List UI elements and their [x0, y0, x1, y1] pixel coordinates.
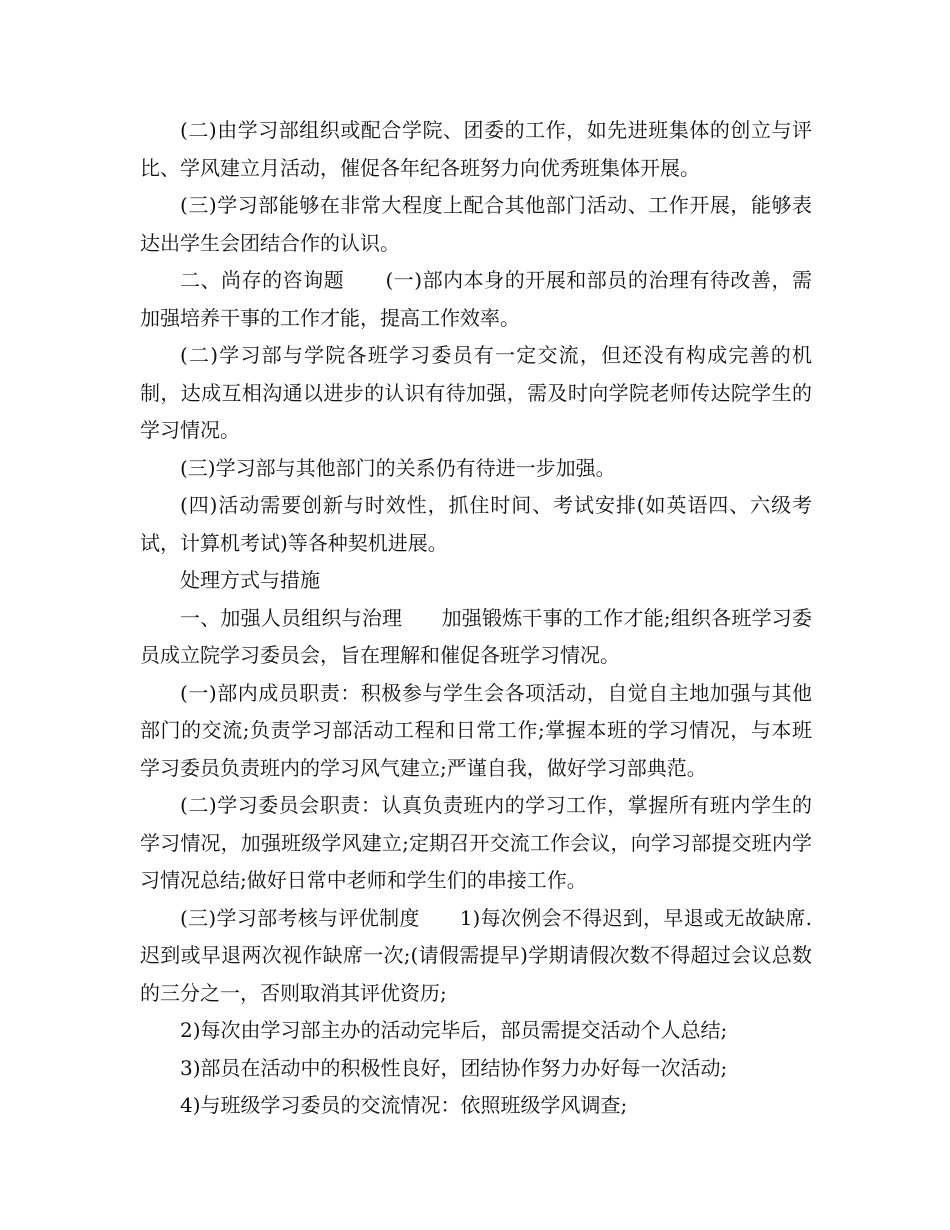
paragraph: 一、加强人员组织与治理 加强锻炼干事的工作才能;组织各班学习委员成立院学习委员会，旨在理解和催促各班学习情况。	[140, 605, 812, 667]
paragraph: (三)学习部考核与评优制度 1)每次例会不得迟到，早退或无故缺席.迟到或早退两次视作缺席一次;(请假需提早)学期请假次数不得超过会议总数的三分之一，否则取消其评优资历;	[140, 905, 812, 1005]
paragraph: (二)学习部与学院各班学习委员有一定交流，但还没有构成完善的机制，达成互相沟通以进步的认识有待加强，需及时向学院老师传达院学生的学习情况。	[140, 343, 812, 442]
paragraph: (二)学习委员会职责：认真负责班内的学习工作，掌握所有班内学生的学习情况，加强班级学风建立;定期召开交流工作会议，向学习部提交班内学习情况总结;做好日常中老师和学生们的串接工作。	[140, 793, 812, 892]
paragraph: 2)每次由学习部主办的活动完毕后，部员需提交活动个人总结;	[180, 1018, 728, 1042]
paragraph: (一)部内成员职责：积极参与学生会各项活动，自觉自主地加强与其他部门的交流;负责学习部活动工程和日常工作;掌握本班的学习情况，与本班学习委员负责班内的学习风气建立;严谨自我，做好学习部典范。	[140, 680, 812, 780]
document-page	[140, 112, 812, 1125]
paragraph: (三)学习部能够在非常大程度上配合其他部门活动、工作开展，能够表达出学生会团结合作的认识。	[140, 193, 812, 255]
paragraph: (三)学习部与其他部门的关系仍有待进一步加强。	[180, 455, 616, 480]
paragraph: 二、尚存的咨询题 (一)部内本身的开展和部员的治理有待改善，需加强培养干事的工作才能，提高工作效率。	[140, 268, 812, 330]
section-heading: 处理方式与措施	[180, 568, 320, 592]
paragraph: 3)部员在活动中的积极性良好，团结协作努力办好每一次活动;	[180, 1055, 728, 1080]
paragraph: (四)活动需要创新与时效性，抓住时间、考试安排(如英语四、六级考试，计算机考试)等各种契机进展。	[140, 493, 812, 555]
paragraph: (二)由学习部组织或配合学院、团委的工作，如先进班集体的创立与评比、学风建立月活动，催促各年纪各班努力向优秀班集体开展。	[140, 118, 812, 180]
paragraph: 4)与班级学习委员的交流情况：依照班级学风调查;	[180, 1093, 628, 1117]
